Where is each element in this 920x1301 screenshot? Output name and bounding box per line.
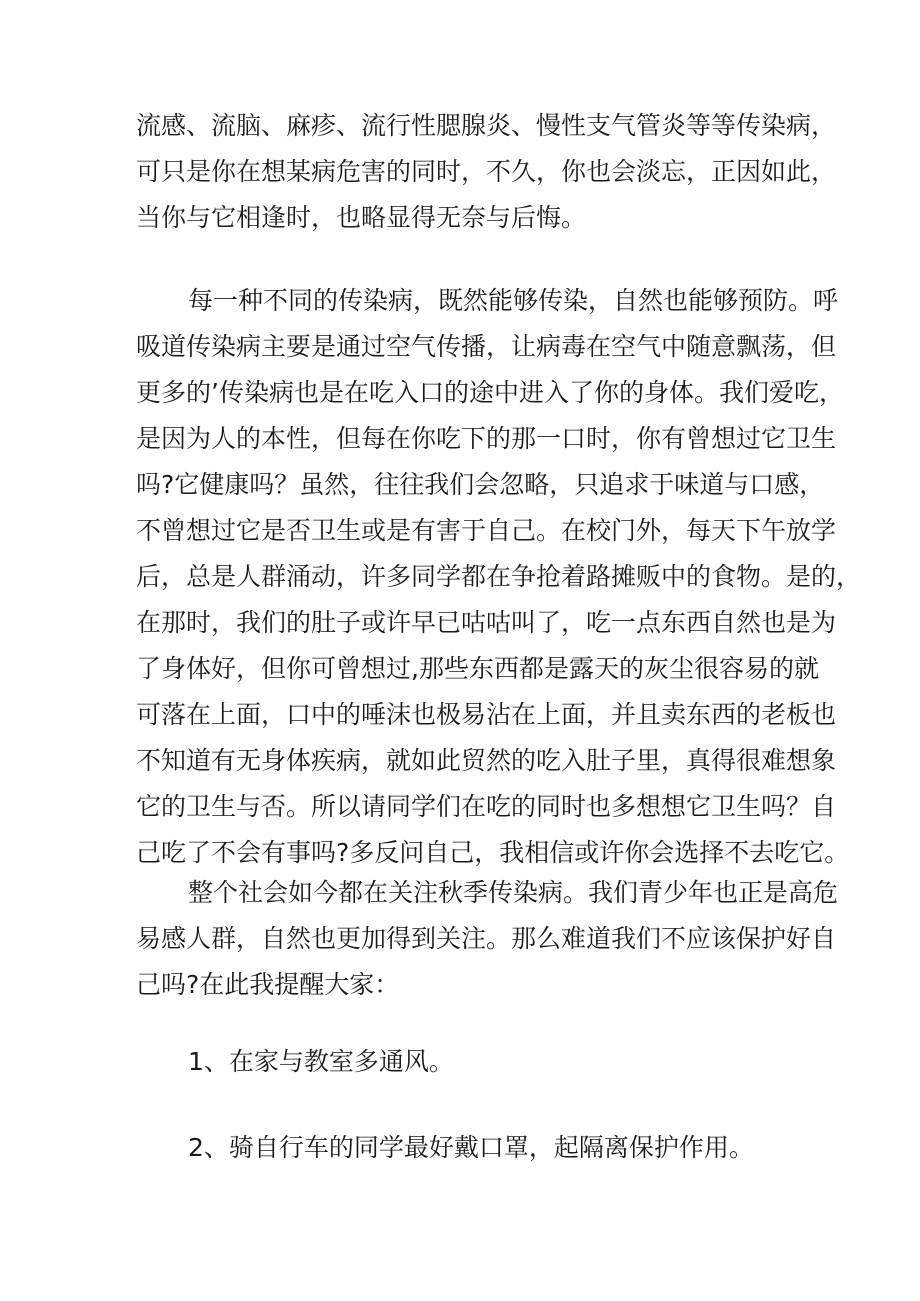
paragraph-2 [136, 278, 862, 876]
list-item: 1、在家与教室多通风。 [188, 1047, 454, 1076]
text-line: 不知道有无身体疾病，就如此贸然的吃入肚子里，真得很难想象 [136, 746, 837, 775]
text-line: 整个社会如今都在关注秋季传染病。我们青少年也正是高危 [188, 878, 839, 907]
text-line: 己吃了不会有事吗?多反问自己，我相信或许你会选择不去吃它。 [136, 838, 850, 867]
text-line: 可落在上面，口中的唾沫也极易沾在上面，并且卖东西的老板也 [136, 700, 837, 729]
text-line: 不曾想过它是否卫生或是有害于自己。在校门外，每天下午放学 [136, 516, 837, 545]
text-line: 它的卫生与否。所以请同学们在吃的同时也多想想它卫生吗？自 [136, 792, 837, 821]
text-line: 易感人群，自然也更加得到关注。那么难道我们不应该保护好自 [136, 924, 837, 953]
paragraph-3 [136, 870, 839, 1008]
text-line: 当你与它相逢时，也略显得无奈与后悔。 [136, 203, 587, 232]
list-item: 2、骑自行车的同学最好戴口罩，起隔离保护作用。 [188, 1133, 754, 1162]
text-line: 是因为人的本性，但每在你吃下的那一口时，你有曾想过它卫生 [136, 424, 837, 453]
text-line: 吸道传染病主要是通过空气传播，让病毒在空气中随意飘荡，但 [136, 332, 837, 361]
text-line: 更多的’传染病也是在吃入口的途中进入了你的身体。我们爱吃， [136, 378, 844, 407]
paragraph-1 [136, 103, 837, 241]
text-line: 可只是你在想某病危害的同时，不久，你也会淡忘，正因如此， [136, 157, 837, 186]
text-line: 了身体好，但你可曾想过,那些东西都是露天的灰尘很容易的就 [136, 654, 819, 683]
text-line: 在那时，我们的肚子或许早已咕咕叫了，吃一点东西自然也是为 [136, 608, 837, 637]
text-line: 吗?它健康吗？虽然，往往我们会忽略，只追求于味道与口感， [136, 470, 825, 499]
text-line: 每一种不同的传染病，既然能够传染，自然也能够预防。呼 [188, 286, 839, 315]
text-line: 己吗?在此我提醒大家： [136, 970, 400, 999]
text-line: 流感、流脑、麻疹、流行性腮腺炎、慢性支气管炎等等传染病， [136, 111, 837, 140]
text-line: 后，总是人群涌动，许多同学都在争抢着路摊贩中的食物。是的， [136, 562, 862, 591]
